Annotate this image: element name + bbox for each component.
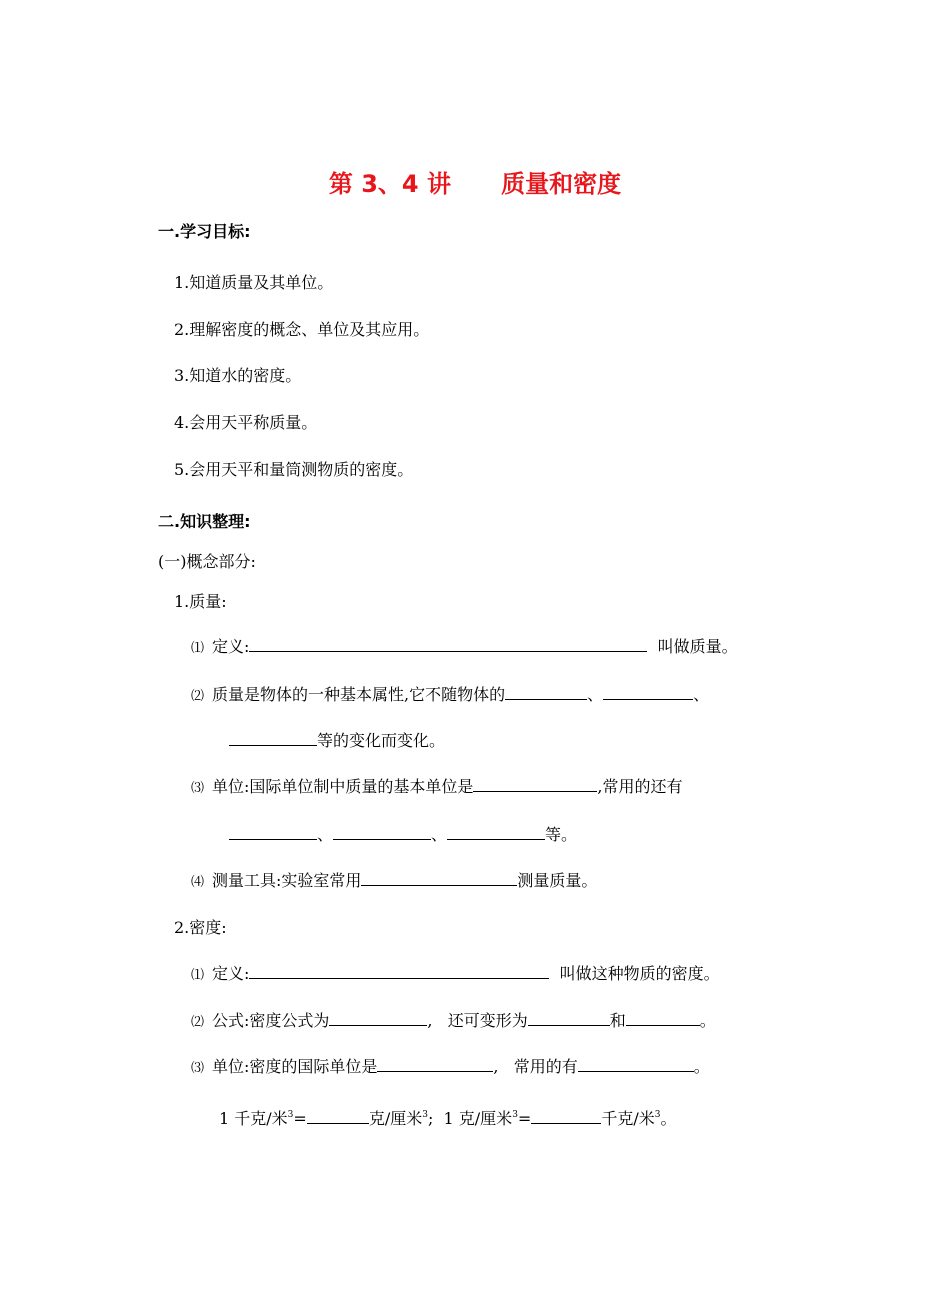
answer-blank[interactable] bbox=[307, 1109, 369, 1124]
text: , 还可变形为 bbox=[427, 1011, 528, 1030]
text: 定义: bbox=[212, 637, 250, 656]
text: 测量质量。 bbox=[517, 871, 598, 890]
goal-item: 1.知道质量及其单位。 bbox=[174, 273, 334, 292]
answer-blank[interactable] bbox=[361, 871, 517, 886]
section-heading-knowledge: 二.知识整理: bbox=[158, 512, 251, 531]
superscript: 3 bbox=[422, 1110, 428, 1120]
text: 。 bbox=[660, 1109, 677, 1128]
text: = bbox=[517, 1109, 532, 1128]
answer-blank[interactable] bbox=[229, 731, 317, 746]
item-number: ⑶ bbox=[191, 1061, 205, 1076]
text: 和 bbox=[609, 1011, 626, 1030]
text: 定义: bbox=[212, 964, 250, 983]
text: 千克/米 bbox=[601, 1109, 655, 1128]
answer-blank[interactable] bbox=[505, 685, 587, 700]
answer-blank[interactable] bbox=[603, 685, 693, 700]
mass-unit-line bbox=[191, 777, 683, 799]
text: 克/厘米 bbox=[368, 1109, 423, 1128]
answer-blank[interactable] bbox=[447, 825, 545, 840]
density-heading: 2.密度: bbox=[174, 918, 227, 937]
text: 测量工具:实验室常用 bbox=[212, 871, 362, 890]
item-number: ⑴ bbox=[191, 641, 205, 656]
item-number: ⑶ bbox=[191, 781, 205, 796]
density-formula-line bbox=[191, 1011, 716, 1033]
text: 单位:密度的国际单位是 bbox=[212, 1057, 378, 1076]
item-number: ⑵ bbox=[191, 689, 205, 704]
text: , 常用的有 bbox=[493, 1057, 578, 1076]
text: 公式:密度公式为 bbox=[212, 1011, 330, 1030]
density-definition-line bbox=[191, 964, 720, 986]
page-title: 第 3、4 讲 质量和密度 bbox=[328, 170, 622, 198]
text: = bbox=[293, 1109, 307, 1128]
item-number: ⑴ bbox=[191, 968, 205, 983]
section-heading-goals: 一.学习目标: bbox=[158, 222, 251, 241]
text: ; 1 克/厘米 bbox=[427, 1109, 513, 1128]
density-unit-line bbox=[191, 1057, 710, 1079]
answer-blank[interactable] bbox=[626, 1011, 700, 1026]
mass-definition-line bbox=[191, 637, 738, 659]
answer-blank[interactable] bbox=[531, 1109, 601, 1124]
item-number: ⑵ bbox=[191, 1015, 205, 1030]
text: 叫做质量。 bbox=[657, 637, 738, 656]
answer-blank[interactable] bbox=[229, 825, 317, 840]
text: 、 bbox=[317, 825, 334, 844]
text: 、 bbox=[587, 685, 604, 704]
answer-blank[interactable] bbox=[528, 1011, 610, 1026]
mass-tool-line bbox=[191, 871, 597, 893]
text: 叫做这种物质的密度。 bbox=[559, 964, 720, 983]
answer-blank[interactable] bbox=[377, 1057, 493, 1072]
goal-item: 5.会用天平和量筒测物质的密度。 bbox=[174, 460, 414, 479]
answer-blank[interactable] bbox=[578, 1057, 694, 1072]
text: 质量是物体的一种基本属性,它不随物体的 bbox=[212, 685, 506, 704]
item-number: ⑷ bbox=[191, 875, 205, 890]
text: 单位:国际单位制中质量的基本单位是 bbox=[212, 777, 474, 796]
goal-item: 4.会用天平称质量。 bbox=[174, 413, 318, 432]
superscript: 3 bbox=[654, 1110, 661, 1120]
text: 。 bbox=[699, 1011, 716, 1030]
density-conversion-line bbox=[219, 1105, 676, 1129]
goal-item: 3.知道水的密度。 bbox=[174, 366, 302, 385]
goal-item: 2.理解密度的概念、单位及其应用。 bbox=[174, 320, 430, 339]
mass-property-line bbox=[191, 685, 709, 707]
mass-unit-line-cont bbox=[229, 825, 577, 845]
superscript: 3 bbox=[512, 1110, 518, 1120]
text: 、 bbox=[693, 685, 710, 704]
text: ,常用的还有 bbox=[597, 777, 683, 796]
text: 。 bbox=[693, 1057, 710, 1076]
answer-blank[interactable] bbox=[249, 964, 549, 979]
text: 1 千克/米 bbox=[219, 1109, 288, 1128]
answer-blank[interactable] bbox=[333, 825, 431, 840]
text: 、 bbox=[431, 825, 448, 844]
mass-heading: 1.质量: bbox=[174, 592, 227, 611]
superscript: 3 bbox=[287, 1110, 294, 1120]
answer-blank[interactable] bbox=[329, 1011, 427, 1026]
text: 等。 bbox=[545, 825, 578, 844]
subsection-heading: (一)概念部分: bbox=[158, 552, 256, 571]
answer-blank[interactable] bbox=[249, 637, 647, 652]
text: 等的变化而变化。 bbox=[317, 731, 446, 750]
mass-property-line-cont bbox=[229, 731, 445, 751]
answer-blank[interactable] bbox=[473, 777, 597, 792]
